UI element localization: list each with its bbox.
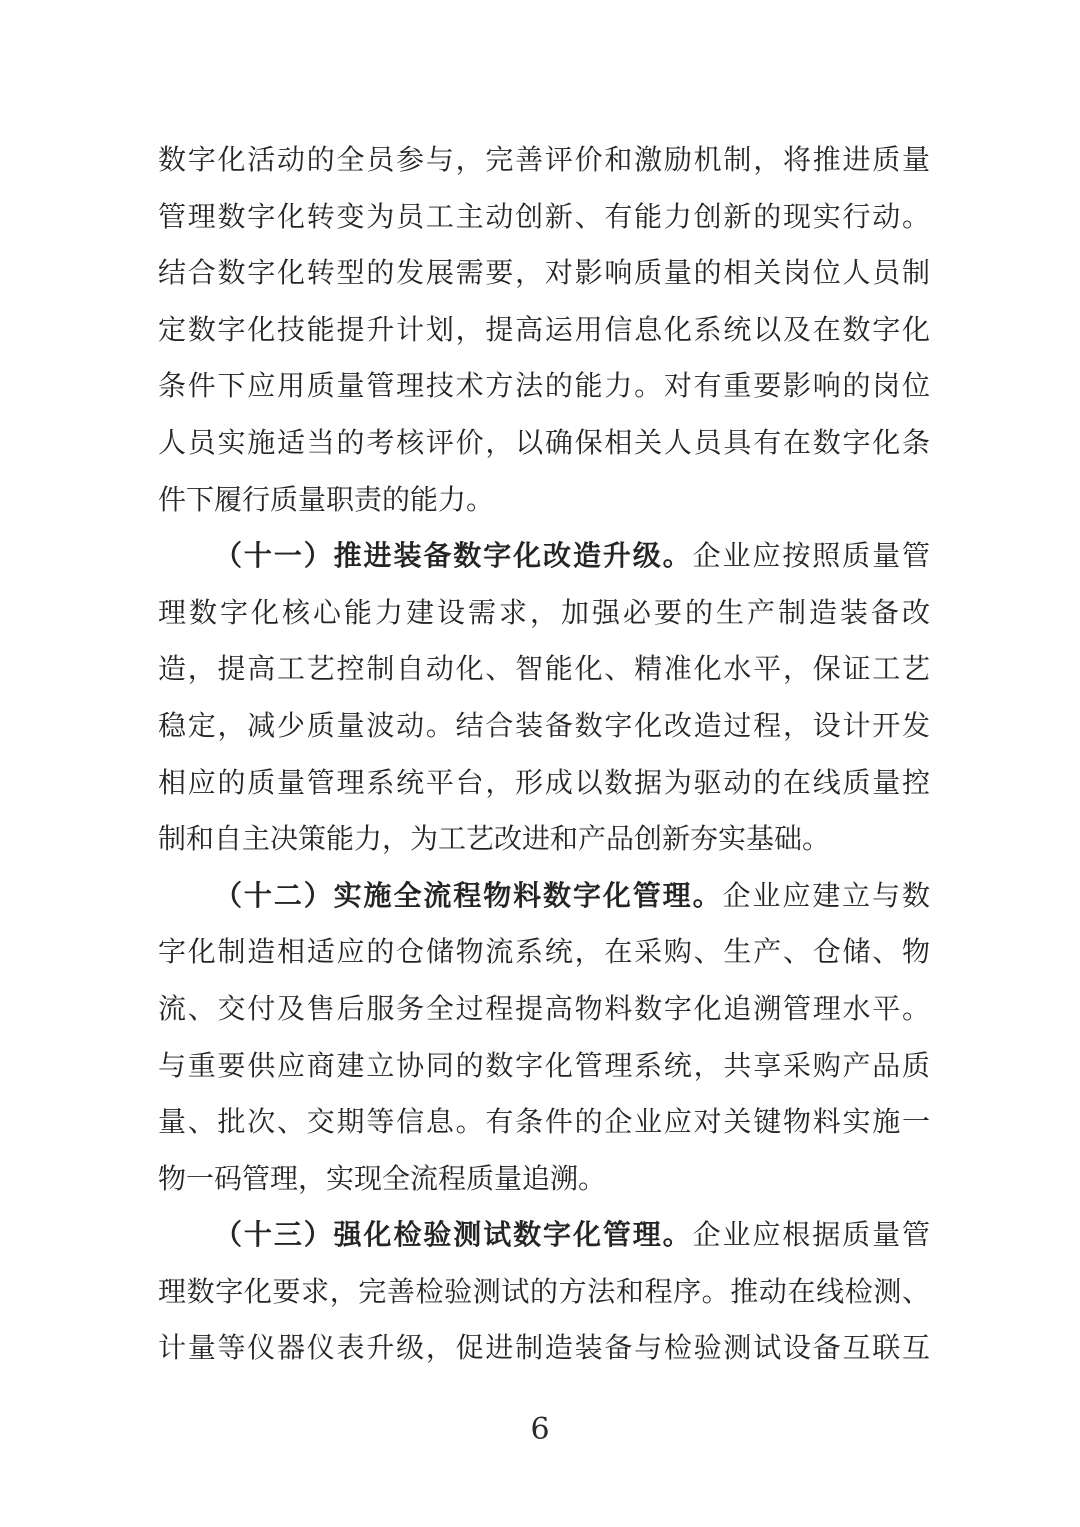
paragraph (158, 868, 930, 1208)
line-text: 理数字化要求，完善检验测试的方法和程序。推动在线检测、 (158, 1274, 930, 1308)
line-text: 企业应按照质量管 (692, 539, 930, 573)
document-body (158, 132, 930, 1377)
text-line (158, 981, 930, 1038)
line-text: 与重要供应商建立协同的数字化管理系统，共享采购产品质 (158, 1048, 930, 1082)
line-text: 管理数字化转变为员工主动创新、有能力创新的现实行动。 (158, 199, 930, 233)
line-text: 定数字化技能提升计划，提高运用信息化系统以及在数字化 (158, 312, 930, 346)
text-line (158, 132, 930, 189)
text-line (158, 811, 930, 868)
line-text: 条件下应用质量管理技术方法的能力。对有重要影响的岗位 (158, 369, 930, 403)
line-text: 字化制造相适应的仓储物流系统，在采购、生产、仓储、物 (158, 935, 930, 969)
text-line (158, 528, 930, 585)
line-text: 结合数字化转型的发展需要，对影响质量的相关岗位人员制 (158, 256, 930, 290)
text-line (158, 302, 930, 359)
text-line (158, 585, 930, 642)
line-text: 人员实施适当的考核评价，以确保相关人员具有在数字化条 (158, 425, 930, 459)
line-text: 造，提高工艺控制自动化、智能化、精准化水平，保证工艺 (158, 652, 930, 686)
line-text: 计量等仪器仪表升级，促进制造装备与检验测试设备互联互 (158, 1331, 930, 1365)
text-line (158, 1320, 930, 1377)
text-line (158, 472, 930, 529)
text-line (158, 1094, 930, 1151)
paragraph (158, 132, 930, 528)
text-line (158, 1038, 930, 1095)
line-text: 企业应根据质量管 (692, 1218, 930, 1252)
paragraph (158, 528, 930, 868)
line-text: 量、批次、交期等信息。有条件的企业应对关键物料实施一 (158, 1105, 930, 1139)
line-text: 数字化活动的全员参与，完善评价和激励机制，将推进质量 (158, 143, 930, 176)
text-line (158, 924, 930, 981)
line-text: 制和自主决策能力，为工艺改进和产品创新夯实基础。 (158, 822, 831, 856)
section-heading: （十一）推进装备数字化改造升级。 (214, 539, 693, 573)
line-text: 相应的质量管理系统平台，形成以数据为驱动的在线质量控 (158, 765, 930, 799)
line-text: 稳定，减少质量波动。结合装备数字化改造过程，设计开发 (158, 708, 930, 742)
page-number: 6 (530, 1412, 550, 1447)
line-text: 物一码管理，实现全流程质量追溯。 (158, 1161, 607, 1195)
text-line (158, 641, 930, 698)
line-text: 流、交付及售后服务全过程提高物料数字化追溯管理水平。 (158, 991, 930, 1025)
paragraph (158, 1207, 930, 1377)
text-line (158, 1151, 930, 1208)
line-text: 件下履行质量职责的能力。 (158, 482, 495, 516)
text-line (158, 698, 930, 755)
text-line (158, 415, 930, 472)
line-text: 理数字化核心能力建设需求，加强必要的生产制造装备改 (158, 595, 930, 629)
text-line (158, 1264, 930, 1321)
text-line (158, 1207, 930, 1264)
text-line (158, 755, 930, 812)
section-heading: （十二）实施全流程物料数字化管理。 (214, 878, 723, 912)
text-line (158, 358, 930, 415)
line-text: 企业应建立与数 (722, 878, 930, 912)
text-line (158, 189, 930, 246)
text-line (158, 245, 930, 302)
section-heading: （十三）强化检验测试数字化管理。 (214, 1218, 693, 1252)
text-line (158, 868, 930, 925)
